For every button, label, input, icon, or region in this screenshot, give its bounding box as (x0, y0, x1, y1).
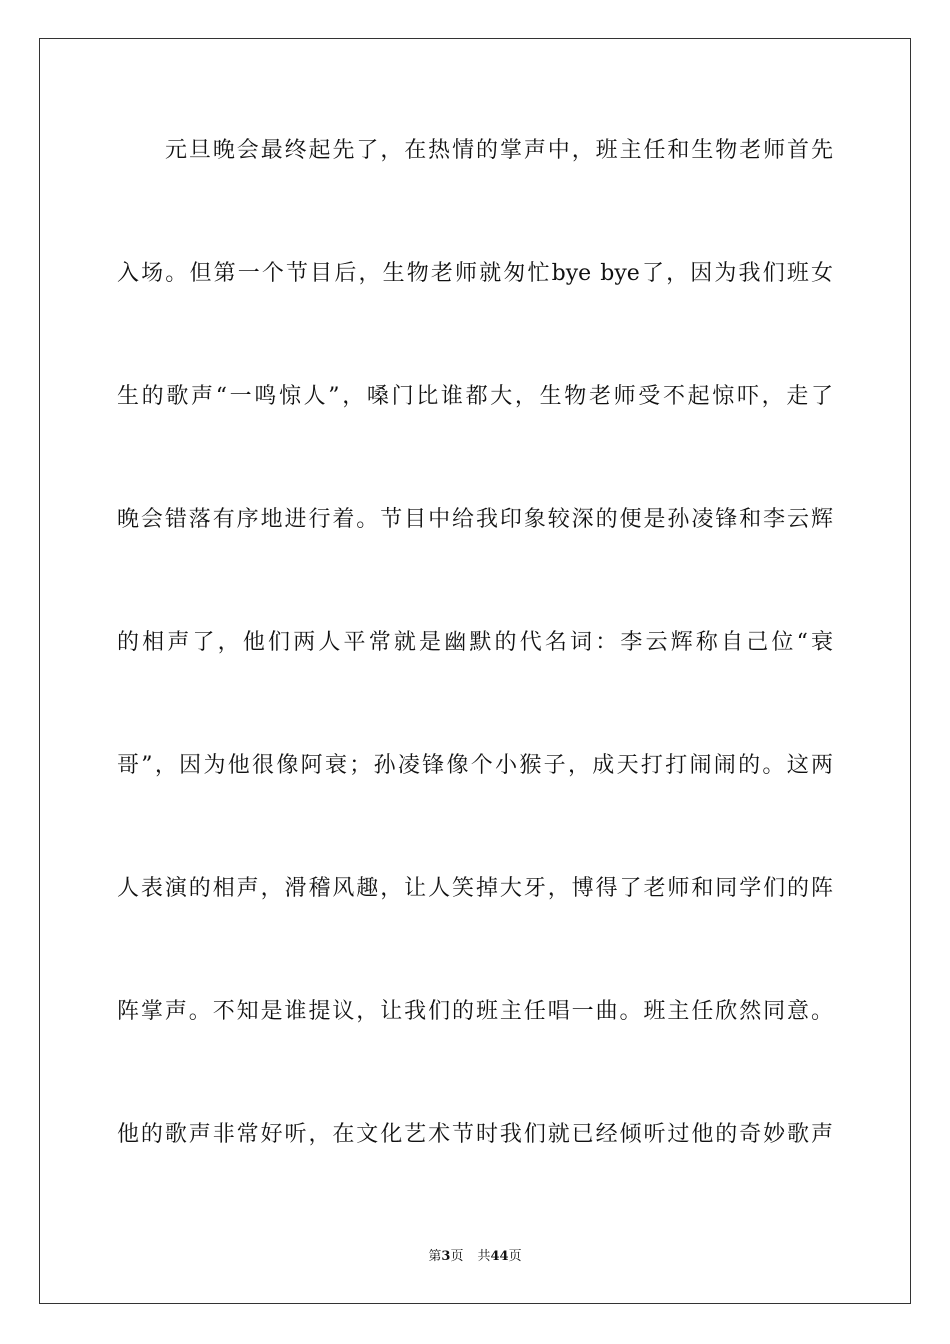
paragraph-line: 晚会错落有序地进行着。节目中给我印象较深的便是孙凌锋和李云辉 (117, 507, 833, 532)
total-prefix: 共 (477, 1249, 491, 1264)
page-number: 3 (441, 1249, 451, 1264)
page-border (39, 38, 911, 1304)
paragraph-line: 他的歌声非常好听，在文化艺术节时我们就已经倾听过他的奇妙歌声 (117, 1122, 833, 1147)
paragraph-line: 生的歌声“一鸣惊人”，嗓门比谁都大，生物老师受不起惊吓，走了 (117, 384, 833, 409)
paragraph-line: 阵掌声。不知是谁提议，让我们的班主任唱一曲。班主任欣然同意。 (117, 999, 833, 1024)
page-suffix: 页 (450, 1249, 464, 1264)
total-pages: 44 (490, 1249, 509, 1264)
page-footer (0, 1248, 950, 1266)
paragraph-line: 人表演的相声，滑稽风趣，让人笑掉大牙，博得了老师和同学们的阵 (117, 876, 833, 901)
paragraph-line: 元旦晚会最终起先了，在热情的掌声中，班主任和生物老师首先 (165, 138, 833, 163)
paragraph-line: 的相声了，他们两人平常就是幽默的代名词：李云辉称自己位“衰 (117, 630, 833, 655)
paragraph-line: 哥”，因为他很像阿衰；孙凌锋像个小猴子，成天打打闹闹的。这两 (117, 753, 833, 778)
paragraph-line: 入场。但第一个节目后，生物老师就匆忙bye bye了，因为我们班女 (117, 261, 833, 286)
page-prefix: 第 (428, 1249, 442, 1264)
total-suffix: 页 (508, 1249, 522, 1264)
